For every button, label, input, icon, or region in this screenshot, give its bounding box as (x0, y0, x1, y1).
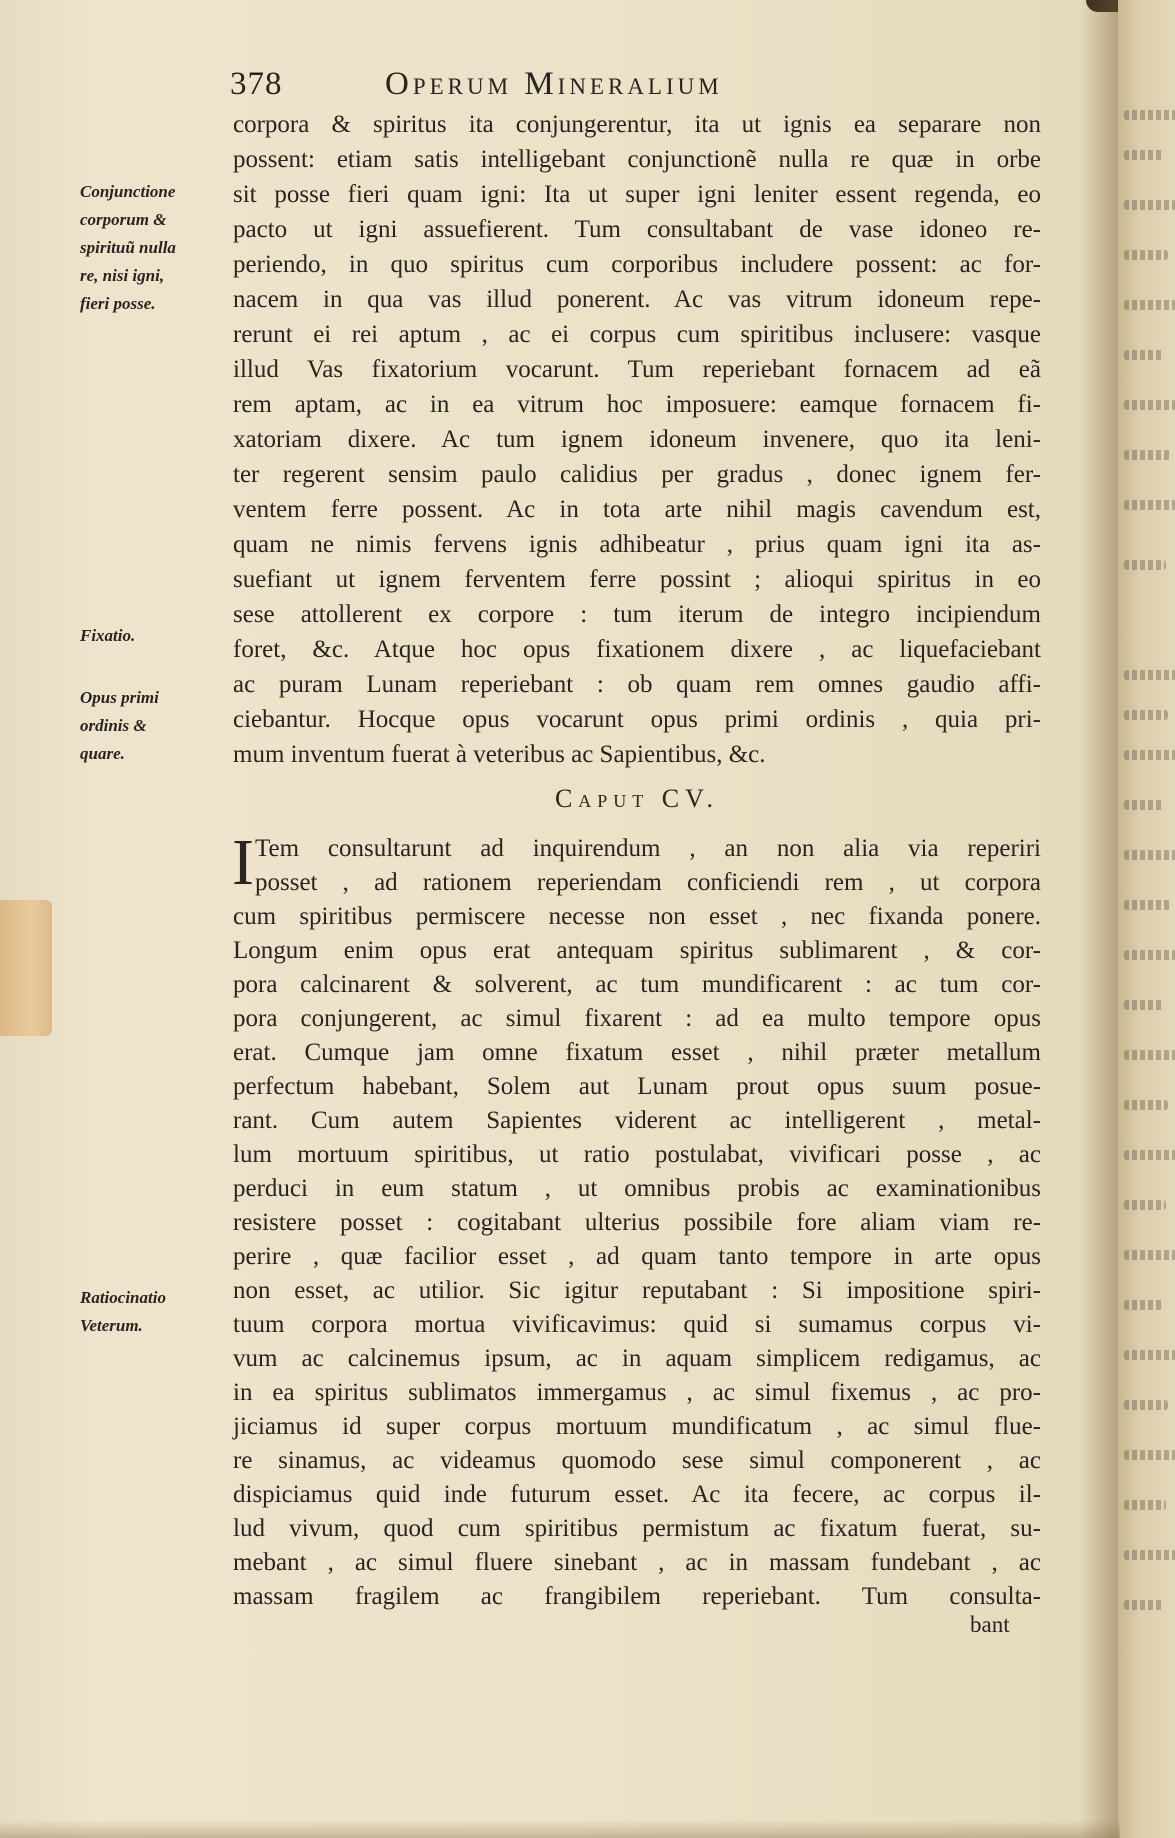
repair-tape (0, 900, 52, 1036)
running-title: Operum Mineralium (385, 66, 723, 102)
bleed-through-text (1124, 1250, 1175, 1260)
bleed-through-text (1124, 450, 1170, 460)
margin-note-line: Fixatio. (80, 626, 136, 645)
text-line: resistere posset : cogitabant ulterius possibile fore aliam viam re- (233, 1209, 1041, 1236)
bleed-through-text (1124, 1000, 1164, 1010)
text-line: rem aptam, ac in ea vitrum hoc imposuere: eamque fornacem fi- (233, 391, 1041, 418)
text-line: Longum enim opus erat antequam spiritus sublimarent , & cor- (233, 937, 1041, 964)
text-line: sit posse fieri quam igni: Ita ut super igni leniter essent regenda, eo (233, 181, 1041, 208)
margin-note-line: spirituũ nulla (80, 238, 176, 257)
text-line: perduci in eum statum , ut omnibus probis ac examinationibus (233, 1175, 1041, 1202)
bleed-through-text (1124, 1100, 1168, 1110)
bleed-through-text (1124, 1300, 1164, 1310)
text-line: lud vivum, quod cum spiritibus permistum ac fixatum fuerat, su- (233, 1515, 1041, 1542)
text-line: mum inventum fuerat à veteribus ac Sapientibus, &c. (233, 741, 766, 768)
text-line: suefiant ut ignem ferventem ferre possint ; alioqui spiritus in eo (233, 566, 1041, 593)
text-line: foret, &c. Atque hoc opus fixationem dixere , ac liquefaciebant (233, 636, 1041, 663)
text-line: pora calcinarent & solverent, ac tum mundificarent : ac tum cor- (233, 971, 1041, 998)
spine-shadow (1080, 0, 1120, 1838)
bleed-through-text (1124, 1050, 1175, 1060)
bleed-through-text (1124, 1550, 1175, 1560)
text-line: non esset, ac utilior. Sic igitur reputabant : Si impositione spiri- (233, 1277, 1041, 1304)
margin-note (80, 684, 220, 768)
text-line: corpora & spiritus ita conjungerentur, ita ut ignis ea separare non (233, 111, 1041, 138)
text-line: in ea spiritus sublimatos immergamus , ac simul fixemus , ac pro- (233, 1379, 1041, 1406)
bleed-through-text (1124, 800, 1164, 810)
margin-note-line: quare. (80, 744, 125, 763)
text-line: illud Vas fixatorium vocarunt. Tum reperiebant fornacem ad eã (233, 356, 1041, 383)
text-line: massam fragilem ac frangibilem reperiebant. Tum consulta- (233, 1583, 1041, 1610)
margin-note-line: Opus primi (80, 688, 159, 707)
adjacent-page-edge (1118, 0, 1175, 1838)
bleed-through-text (1124, 560, 1166, 570)
margin-note (80, 178, 220, 318)
page-header (230, 66, 1040, 106)
text-line: ventem ferre possent. Ac in tota arte nihil magis cavendum est, (233, 496, 1041, 523)
text-line: posset , ad rationem reperiendam conficiendi rem , ut corpora (255, 869, 1041, 896)
bleed-through-text (1124, 1600, 1162, 1610)
bleed-through-text (1124, 110, 1175, 120)
text-line: nacem in qua vas illud ponerent. Ac vas vitrum idoneum repe- (233, 286, 1041, 313)
text-line: re sinamus, ac videamus quomodo sese simul componerent , ac (233, 1447, 1041, 1474)
text-line: lum mortuum spiritibus, ut ratio postulabat, vivificari posse , ac (233, 1141, 1041, 1168)
text-line: sese attollerent ex corpore : tum iterum de integro incipiendum (233, 601, 1041, 628)
text-line: periendo, in quo spiritus cum corporibus includere possent: ac for- (233, 251, 1041, 278)
text-line: ter regerent sensim paulo calidius per gradus , donec ignem fer- (233, 461, 1041, 488)
catchword: bant (970, 1612, 1010, 1637)
text-line: tuum corpora mortua vivificavimus: quid si sumamus corpus vi- (233, 1311, 1041, 1338)
bleed-through-text (1124, 1200, 1166, 1210)
text-line: rant. Cum autem Sapientes viderent ac intelligerent , metal- (233, 1107, 1041, 1134)
margin-note (80, 1284, 220, 1340)
page-number: 378 (230, 66, 283, 102)
bleed-through-text (1124, 500, 1175, 510)
margin-note-line: Veterum. (80, 1316, 143, 1335)
bleed-through-text (1124, 300, 1175, 310)
text-line: xatoriam dixere. Ac tum ignem idoneum invenere, quo ita leni- (233, 426, 1041, 453)
margin-note (80, 622, 220, 650)
bleed-through-text (1124, 710, 1168, 720)
text-line: erat. Cumque jam omne fixatum esset , nihil præter metallum (233, 1039, 1041, 1066)
bleed-through-text (1124, 750, 1175, 760)
text-line: ciebantur. Hocque opus vocarunt opus primi ordinis , quia pri- (233, 706, 1041, 733)
bleed-through-text (1124, 350, 1162, 360)
text-line: perfectum habebant, Solem aut Lunam prout opus suum posue- (233, 1073, 1041, 1100)
bleed-through-text (1124, 150, 1164, 160)
bleed-through-text (1124, 1400, 1168, 1410)
text-line: ac puram Lunam reperiebant : ob quam rem omnes gaudio affi- (233, 671, 1041, 698)
margin-note-line: Conjunctione (80, 182, 176, 201)
drop-cap: I (232, 826, 254, 899)
text-line: jiciamus id super corpus mortuum mundificatum , ac simul flue- (233, 1413, 1041, 1440)
text-line: quam ne nimis fervens ignis adhibeatur , prius quam igni ita as- (233, 531, 1041, 558)
margin-note-line: Ratiocinatio (80, 1288, 166, 1307)
bleed-through-text (1124, 1450, 1175, 1460)
bleed-through-text (1124, 400, 1175, 410)
bleed-through-text (1124, 950, 1175, 960)
margin-note-line: fieri posse. (80, 294, 156, 313)
text-line: vum ac calcinemus ipsum, ac in aquam simplicem redigamus, ac (233, 1345, 1041, 1372)
text-line: mebant , ac simul fluere sinebant , ac in massam fundebant , ac (233, 1549, 1041, 1576)
bleed-through-text (1124, 200, 1175, 210)
text-line: perire , quæ facilior esset , ad quam tanto tempore in arte opus (233, 1243, 1041, 1270)
bleed-through-text (1124, 250, 1168, 260)
bleed-through-text (1124, 1500, 1166, 1510)
text-line: pacto ut igni assuefierent. Tum consultabant de vase idoneo re- (233, 216, 1041, 243)
text-line: rerunt ei rei aptum , ac ei corpus cum spiritibus inclusere: vasque (233, 321, 1041, 348)
chapter-heading: Caput CV. (554, 784, 720, 813)
text-line: cum spiritibus permiscere necesse non esset , nec fixanda ponere. (233, 903, 1041, 930)
text-line: Tem consultarunt ad inquirendum , an non alia via reperiri (255, 835, 1041, 862)
page-bottom-edge (0, 1820, 1120, 1838)
bleed-through-text (1124, 1150, 1175, 1160)
margin-note-line: ordinis & (80, 716, 147, 735)
text-line: pora conjungerent, ac simul fixarent : ad ea multo tempore opus (233, 1005, 1041, 1032)
text-line: dispiciamus quid inde futurum esset. Ac ita fecere, ac corpus il- (233, 1481, 1041, 1508)
bleed-through-text (1124, 900, 1170, 910)
text-line: possent: etiam satis intelligebant conjunctionẽ nulla re quæ in orbe (233, 146, 1041, 173)
bleed-through-text (1124, 1350, 1175, 1360)
bleed-through-text (1124, 850, 1175, 860)
margin-note-line: corporum & (80, 210, 167, 229)
margin-note-line: re, nisi igni, (80, 266, 165, 285)
bleed-through-text (1124, 670, 1175, 680)
